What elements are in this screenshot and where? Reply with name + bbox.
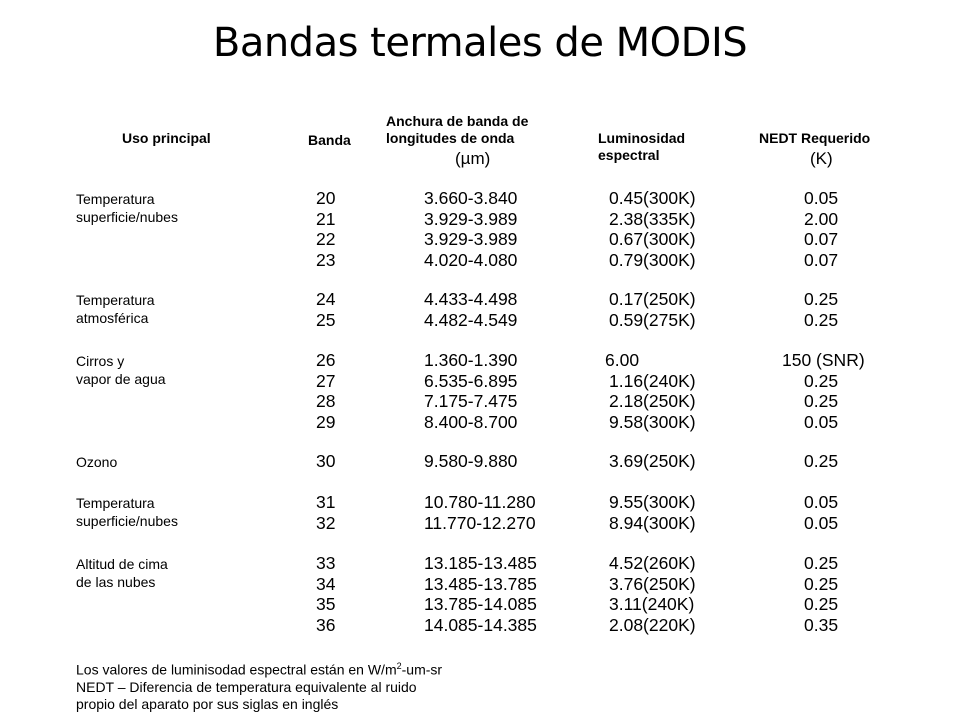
uso-principal-label: atmosférica <box>76 310 149 326</box>
nedt-value: 0.05 <box>804 512 839 533</box>
wavelength-range: 4.482-4.549 <box>424 309 518 330</box>
band-number: 22 <box>316 229 336 249</box>
spectral-radiance: 0.79(300K) <box>609 249 696 270</box>
nedt-value: 2.00 <box>804 208 839 229</box>
spectral-radiance: 0.45(300K) <box>609 188 696 208</box>
band-number: 27 <box>316 370 336 391</box>
nedt-value: 0.05 <box>804 492 839 512</box>
band-number: 33 <box>316 553 336 573</box>
spectral-radiance: 0.17(250K) <box>609 289 696 309</box>
wavelength-range: 11.770-12.270 <box>424 512 536 533</box>
nedt-value: 0.25 <box>804 553 839 573</box>
footnote-units: Los valores de luminisodad espectral están en $W/m^2-um-sr$ <box>76 661 443 678</box>
spectral-radiance: 2.08(220K) <box>609 614 696 635</box>
uso-principal-label: superficie/nubes <box>76 209 178 225</box>
header-nedt: NEDT Requerido <box>759 130 871 146</box>
wavelength-range: 14.085-14.385 <box>424 614 537 635</box>
band-number: 28 <box>316 391 336 411</box>
footnote-nedt-cont: propio del aparato por sus siglas en inglés <box>76 695 339 712</box>
spectral-radiance: 9.58(300K) <box>609 411 696 432</box>
uso-principal-label: superficie/nubes <box>76 513 178 529</box>
wavelength-range: 3.660-3.840 <box>424 188 518 208</box>
band-number: 26 <box>316 350 336 370</box>
band-number: 32 <box>316 512 336 533</box>
band-number: 34 <box>316 573 336 594</box>
nedt-value: 0.07 <box>804 249 839 270</box>
uso-principal-label: vapor de agua <box>76 371 166 387</box>
nedt-value: 0.25 <box>804 594 839 614</box>
nedt-value: 0.35 <box>804 614 839 635</box>
page-title: Bandas termales de MODIS <box>212 20 748 66</box>
band-number: 29 <box>316 411 336 432</box>
header-anchura-line2: longitudes de onda <box>386 130 515 146</box>
nedt-value: 0.25 <box>804 391 839 411</box>
spectral-radiance: 6.00 <box>605 350 640 370</box>
spectral-radiance: 8.94(300K) <box>609 512 696 533</box>
nedt-value: 0.25 <box>804 370 839 391</box>
footnote-nedt: NEDT – Diferencia de temperatura equivalente al ruido <box>76 678 417 695</box>
nedt-value: 0.25 <box>804 573 839 594</box>
wavelength-range: 13.185-13.485 <box>424 553 537 573</box>
wavelength-range: 6.535-6.895 <box>424 370 518 391</box>
uso-principal-label: Ozono <box>76 454 118 470</box>
wavelength-range: 13.785-14.085 <box>424 594 537 614</box>
band-number: 25 <box>316 309 336 330</box>
spectral-radiance: 4.52(260K) <box>609 553 696 573</box>
header-luminosidad-line2: espectral <box>598 147 660 163</box>
band-number: 24 <box>316 289 336 309</box>
nedt-value: 0.25 <box>804 289 839 309</box>
wavelength-range: 3.929-3.989 <box>424 208 518 229</box>
nedt-value: 150 (SNR) <box>782 350 865 370</box>
spectral-radiance: 1.16(240K) <box>609 370 696 391</box>
uso-principal-label: Temperatura <box>76 191 155 207</box>
band-number: 21 <box>316 208 336 229</box>
band-number: 23 <box>316 249 336 270</box>
wavelength-range: 4.020-4.080 <box>424 249 518 270</box>
wavelength-range: 7.175-7.475 <box>424 391 518 411</box>
wavelength-range: 10.780-11.280 <box>424 492 536 512</box>
spectral-radiance: 0.59(275K) <box>609 309 696 330</box>
spectral-radiance: 3.69(250K) <box>609 451 696 471</box>
wavelength-range: 4.433-4.498 <box>424 289 518 309</box>
uso-principal-label: Altitud de cima <box>76 556 168 572</box>
wavelength-range: 9.580-9.880 <box>424 451 518 471</box>
wavelength-range: 8.400-8.700 <box>424 411 518 432</box>
nedt-value: 0.05 <box>804 188 839 208</box>
nedt-value: 0.07 <box>804 229 839 249</box>
header-anchura-unit: (µm) <box>455 149 491 168</box>
nedt-value: 0.05 <box>804 411 839 432</box>
spectral-radiance: 3.76(250K) <box>609 573 696 594</box>
spectral-radiance: 9.55(300K) <box>609 492 696 512</box>
header-banda: Banda <box>308 132 351 148</box>
uso-principal-label: Temperatura <box>76 292 155 308</box>
uso-principal-label: de las nubes <box>76 574 156 590</box>
wavelength-range: 13.485-13.785 <box>424 573 537 594</box>
band-number: 31 <box>316 492 336 512</box>
band-number: 36 <box>316 614 336 635</box>
footnotes <box>76 658 442 713</box>
header-uso: Uso principal <box>122 130 211 146</box>
nedt-value: 0.25 <box>804 309 839 330</box>
header-nedt-unit: (K) <box>810 149 833 168</box>
band-number: 30 <box>316 451 336 471</box>
uso-principal-label: Temperatura <box>76 495 155 511</box>
wavelength-range: 3.929-3.989 <box>424 229 518 249</box>
spectral-radiance: 0.67(300K) <box>609 229 696 249</box>
band-number: 20 <box>316 188 336 208</box>
header-anchura-line1: Anchura de banda de <box>386 113 529 129</box>
spectral-radiance: 2.38(335K) <box>609 208 696 229</box>
uso-principal-label: Cirros y <box>76 353 125 369</box>
nedt-value: 0.25 <box>804 451 839 471</box>
spectral-radiance: 3.11(240K) <box>609 594 695 614</box>
wavelength-range: 1.360-1.390 <box>424 350 518 370</box>
spectral-radiance: 2.18(250K) <box>609 391 696 411</box>
band-number: 35 <box>316 594 336 614</box>
header-luminosidad-line1: Luminosidad <box>598 130 686 146</box>
